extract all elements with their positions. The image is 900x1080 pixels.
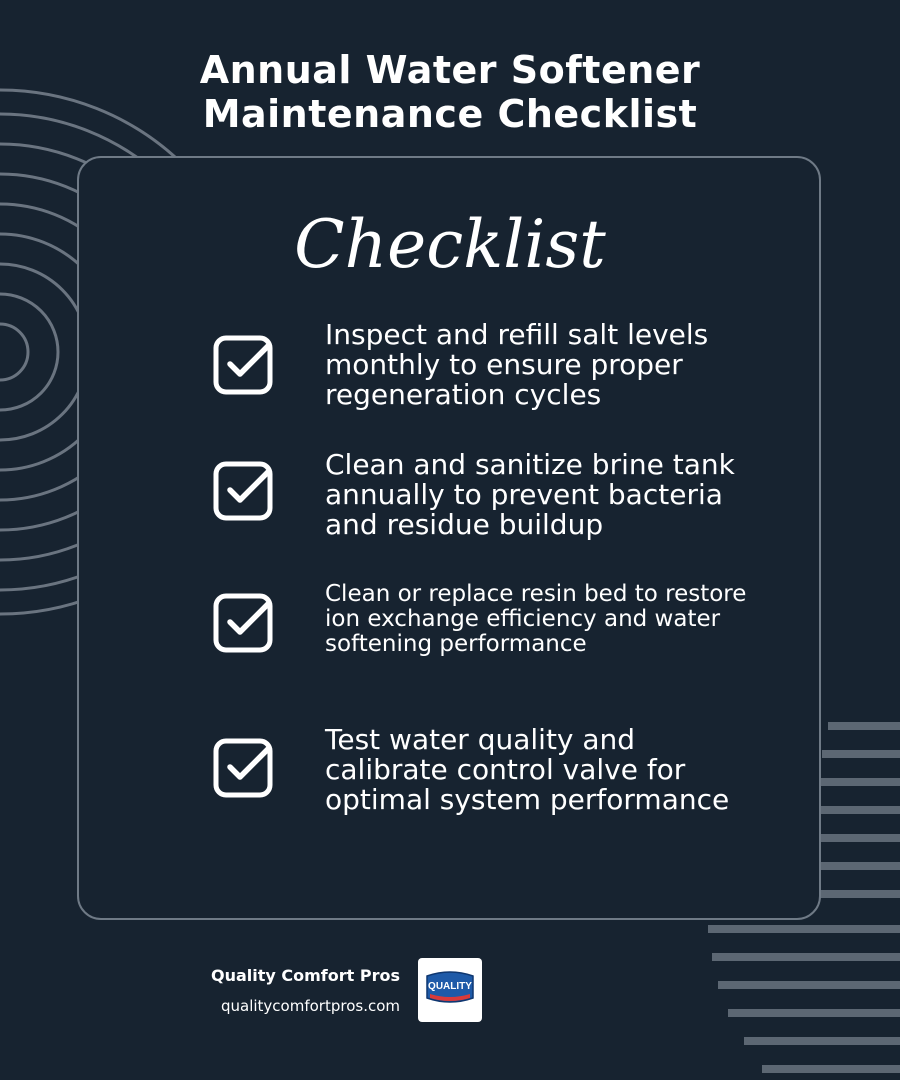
checkbox-checked-icon [212, 460, 274, 522]
logo-text: QUALITY [428, 981, 472, 992]
title-line-2: Maintenance Checklist [202, 92, 698, 136]
checkbox-checked-icon [212, 334, 274, 396]
checklist-heading: Checklist [294, 206, 606, 283]
checkbox-checked-icon [212, 737, 274, 799]
checklist-item-text: Clean and sanitize brine tank annually to prevent bacteria and residue buildup [325, 448, 735, 541]
company-website[interactable]: qualitycomfortpros.com [220, 997, 400, 1015]
company-logo [418, 958, 482, 1022]
page-title [0, 48, 900, 136]
checklist-item-text: Test water quality and calibrate control valve for optimal system performance [325, 723, 730, 816]
logo-badge-icon [418, 958, 482, 1022]
checkbox-checked-icon [212, 592, 274, 654]
checklist-item-text: Inspect and refill salt levels monthly to ensure proper regeneration cycles [325, 318, 709, 411]
checklist-item-text: Clean or replace resin bed to restore ion exchange efficiency and water softening performance [325, 581, 747, 657]
company-name: Quality Comfort Pros [210, 966, 400, 985]
title-line-1: Annual Water Softener [199, 48, 701, 92]
